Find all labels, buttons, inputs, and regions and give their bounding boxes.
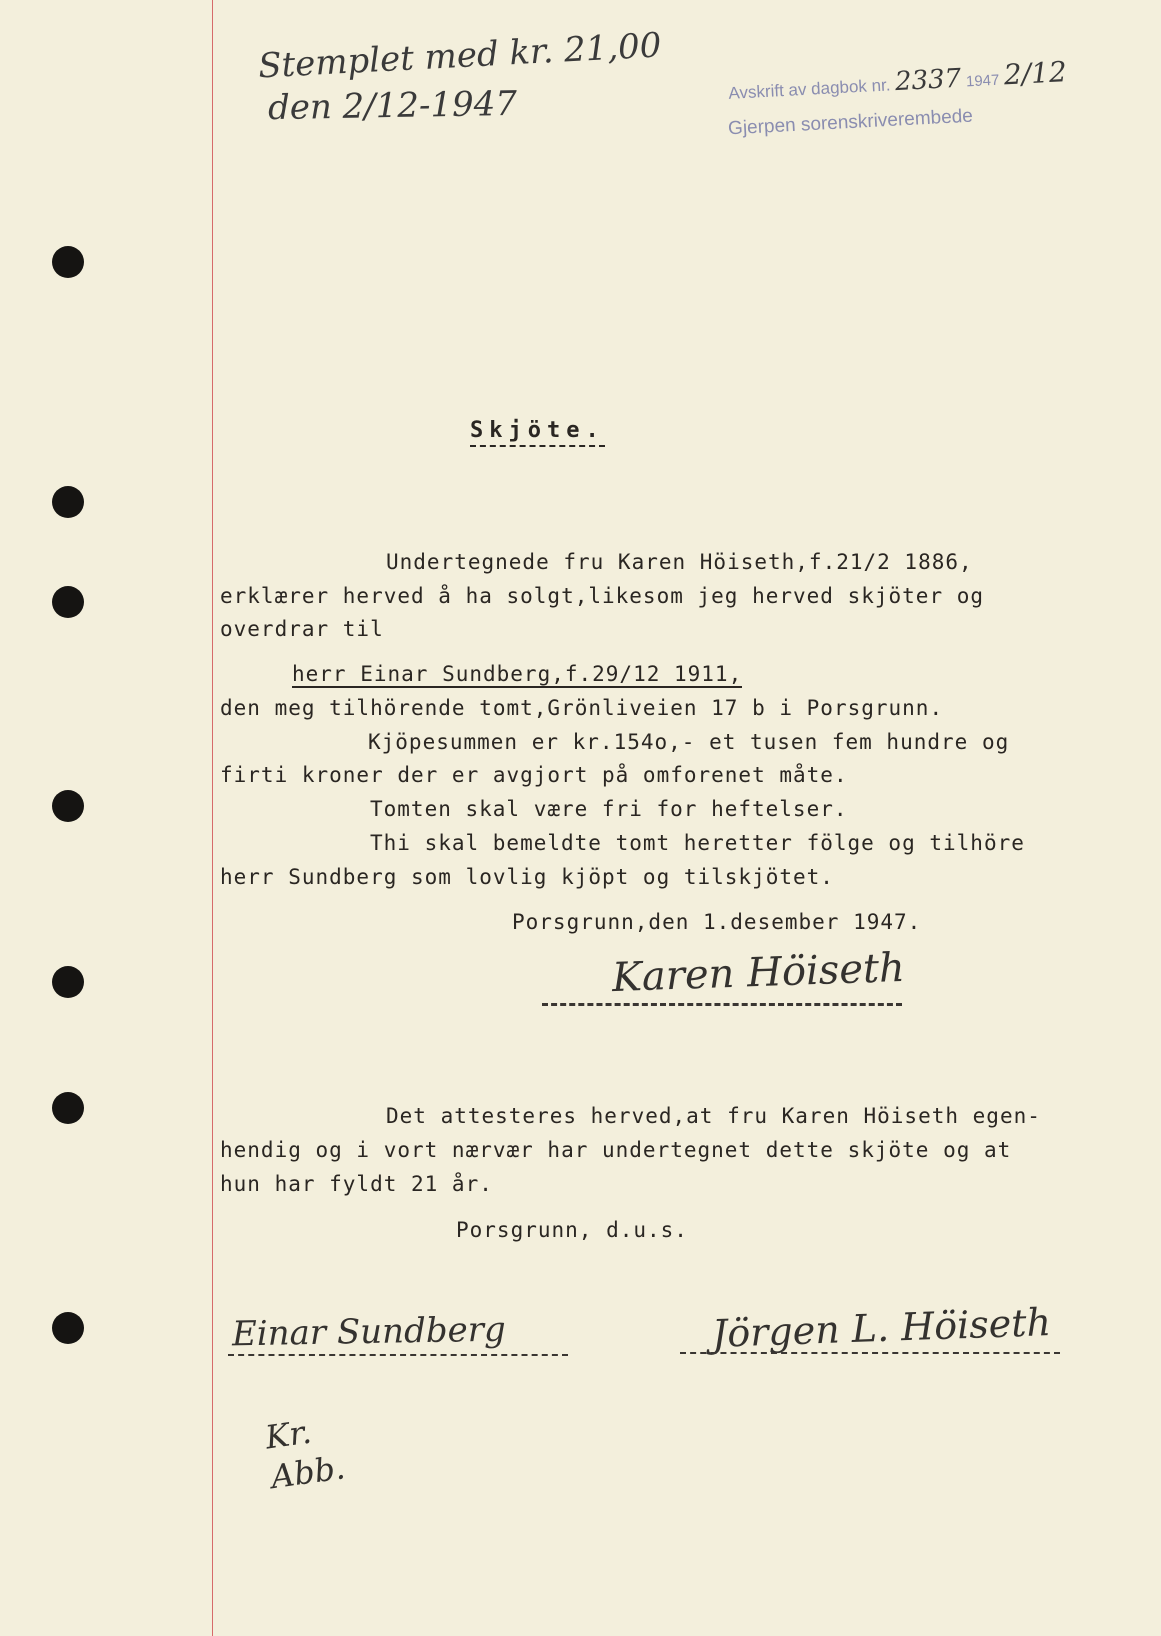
buyer-line: herr Einar Sundberg,f.29/12 1911, <box>292 662 743 686</box>
handwritten-stamp-note-line1: Stemplet med kr. 21,00 <box>257 25 663 87</box>
attestation-place: Porsgrunn, d.u.s. <box>456 1218 688 1242</box>
text-line-5: Kjöpesummen er kr.154o,- et tusen fem hundre og <box>368 730 1010 754</box>
handwritten-stamp-note-line2: den 2/12-1947 <box>267 83 518 129</box>
text-line-7: Tomten skal være fri for heftelser. <box>370 797 848 821</box>
text-line-8: Thi skal bemeldte tomt heretter fölge og tilhöre <box>370 831 1025 855</box>
place-date: Porsgrunn,den 1.desember 1947. <box>512 910 922 934</box>
attestation-line-2: hendig og i vort nærvær har undertegnet dette skjöte og at <box>220 1138 1012 1162</box>
witness-line-2 <box>680 1352 1060 1354</box>
stamp-dagbok-number: 2337 <box>894 63 962 98</box>
text-line-3: overdrar til <box>220 617 384 641</box>
registry-stamp-line2: Gjerpen sorenskriverembede <box>727 105 974 140</box>
attestation-line-1: Det attesteres herved,at fru Karen Höiseth egen- <box>386 1104 1041 1128</box>
registry-stamp-line1 <box>727 55 1067 106</box>
punch-hole-7 <box>52 1312 84 1344</box>
punch-hole-5 <box>52 966 84 998</box>
document-title: Skjöte. <box>470 418 605 447</box>
stamp-year: 1947 <box>965 71 1000 91</box>
stamp-date: 2/12 <box>1002 55 1068 92</box>
punch-hole-3 <box>52 586 84 618</box>
punch-hole-2 <box>52 486 84 518</box>
witness-signature-2: Jörgen L. Höiseth <box>711 1300 1052 1356</box>
clerk-initials: Kr. Abb. <box>262 1412 348 1497</box>
witness-line-1 <box>228 1354 568 1356</box>
seller-signature: Karen Höiseth <box>611 944 906 1002</box>
text-line-6: firti kroner der er avgjort på omforenet måte. <box>220 763 848 787</box>
text-line-2: erklærer herved å ha solgt,likesom jeg herved skjöter og <box>220 584 985 608</box>
signature-line <box>542 1003 902 1006</box>
text-line-9: herr Sundberg som lovlig kjöpt og tilskjötet. <box>220 865 834 889</box>
punch-hole-4 <box>52 790 84 822</box>
punch-hole-6 <box>52 1092 84 1124</box>
margin-line <box>212 0 213 1636</box>
attestation-line-3: hun har fyldt 21 år. <box>220 1172 493 1196</box>
stamp-text: Avskrift av dagbok nr. <box>727 75 891 103</box>
punch-hole-1 <box>52 246 84 278</box>
witness-signature-1: Einar Sundberg <box>231 1309 507 1355</box>
text-line-4: den meg tilhörende tomt,Grönliveien 17 b i Porsgrunn. <box>220 696 944 720</box>
text-line-1: Undertegnede fru Karen Höiseth,f.21/2 1886, <box>386 550 973 574</box>
